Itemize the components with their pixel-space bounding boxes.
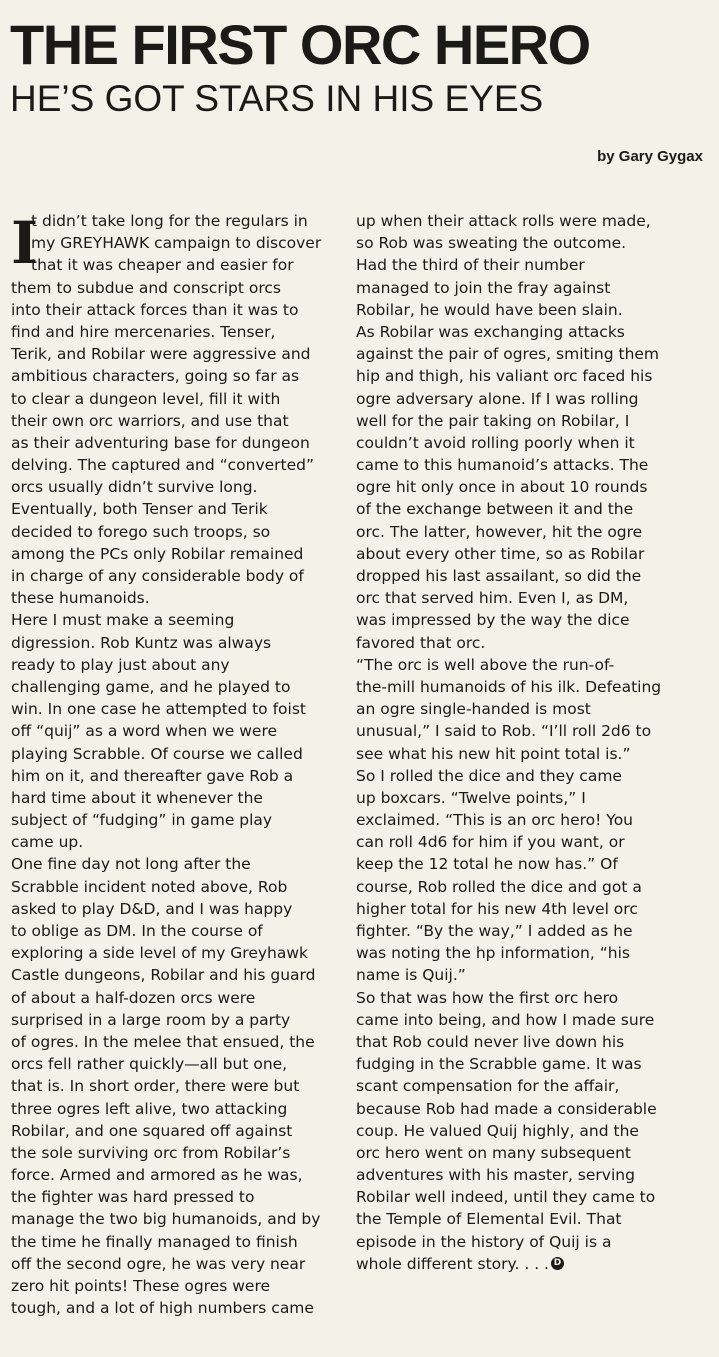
text-line: to clear a dungeon level, fill it with xyxy=(11,389,281,408)
text-line: Here I must make a seeming xyxy=(11,611,235,630)
text-line: off “quij” as a word when we were xyxy=(11,722,278,741)
text-line: scant compensation for the affair, xyxy=(356,1077,620,1096)
text-line: of about a half-dozen orcs were xyxy=(11,988,256,1007)
text-line: name is Quij.” xyxy=(356,966,466,985)
text-line: the fighter was hard pressed to xyxy=(11,1188,255,1207)
text-line: against the pair of ogres, smiting them xyxy=(356,345,660,364)
text-line: fighter. “By the way,” I added as he xyxy=(356,922,633,940)
text-line: in charge of any considerable body of xyxy=(11,567,304,585)
text-line: see what his new hit point total is.” xyxy=(356,744,631,763)
text-line: orc. The latter, however, hit the ogre xyxy=(356,522,643,541)
text-line: was noting the hp information, “his xyxy=(356,944,630,963)
text-line: ogre hit only once in about 10 rounds xyxy=(356,478,648,497)
text-line: course, Rob rolled the dice and got a xyxy=(356,877,642,896)
text-line: orc that served him. Even I, as DM, xyxy=(356,589,629,608)
end-mark-icon: D xyxy=(551,1257,564,1270)
text-line: the sole surviving orc from Robilar’s xyxy=(11,1143,291,1162)
text-line: Robilar, and one squared off against xyxy=(11,1121,293,1140)
text-line: So I rolled the dice and they came xyxy=(356,766,622,785)
text-line: asked to play D&D, and I was happy xyxy=(11,899,293,918)
text-line: ogre adversary alone. If I was rolling xyxy=(356,389,639,408)
text-line: keep the 12 total he now has.” Of xyxy=(356,855,618,874)
text-line: ready to play just about any xyxy=(11,655,230,674)
text-line: whole different story. . . . D xyxy=(356,1253,694,1275)
text-line: So that was how the first orc hero xyxy=(356,988,619,1007)
text-line: couldn’t avoid rolling poorly when it xyxy=(356,433,635,452)
text-line: Eventually, both Tenser and Terik xyxy=(11,500,268,519)
text-line: delving. The captured and “converted” xyxy=(11,456,315,475)
text-line: into their attack forces than it was to xyxy=(11,300,299,319)
text-line: can roll 4d6 for him if you want, or xyxy=(356,833,625,852)
text-line: them to subdue and conscript orcs xyxy=(11,278,281,297)
text-line: unusual,” I said to Rob. “I’ll roll 2d6 to xyxy=(356,722,652,741)
left-column xyxy=(11,210,343,1319)
text-line: hip and thigh, his valiant orc faced his xyxy=(356,367,653,386)
text-line: came to this humanoid’s attacks. The xyxy=(356,456,649,475)
text-line: Had the third of their number xyxy=(356,256,585,275)
text-line: of the exchange between it and the xyxy=(356,500,634,519)
text-line: my GREYHAWK campaign to discover xyxy=(31,234,322,253)
text-line: the time he finally managed to finish xyxy=(11,1232,298,1251)
text-line: One fine day not long after the xyxy=(11,855,251,874)
text-line: an ogre single-handed is most xyxy=(356,700,591,719)
text-line: because Rob had made a considerable xyxy=(356,1099,657,1118)
text-line: off the second ogre, he was very near xyxy=(11,1254,306,1273)
byline: by Gary Gygax xyxy=(597,148,703,165)
text-line: well for the pair taking on Robilar, I xyxy=(356,411,630,430)
text-line: came up. xyxy=(11,833,84,852)
text-line: about every other time, so as Robilar xyxy=(356,544,645,563)
text-line: that is. In short order, there were but xyxy=(11,1077,300,1096)
article-title: THE FIRST ORC HERO xyxy=(10,13,590,76)
text-line: hard time about it whenever the xyxy=(11,788,263,807)
drop-cap: I xyxy=(11,209,39,277)
text-line: episode in the history of Quij is a xyxy=(356,1232,612,1251)
text-line: orcs fell rather quickly—all but one, xyxy=(11,1055,288,1074)
text-line: orcs usually didn’t survive long. xyxy=(11,478,258,497)
text-line: win. In one case he attempted to foist xyxy=(11,700,306,719)
text-line: surprised in a large room by a party xyxy=(11,1010,291,1029)
text-line: coup. He valued Quij highly, and the xyxy=(356,1121,639,1140)
right-column xyxy=(356,210,694,1275)
text-line: the-mill humanoids of his ilk. Defeating xyxy=(356,677,662,696)
text-line: subject of “fudging” in game play xyxy=(11,811,273,830)
text-line: manage the two big humanoids, and by xyxy=(11,1210,321,1229)
text-line: exclaimed. “This is an orc hero! You xyxy=(356,811,634,830)
text-line: came into being, and how I made sure xyxy=(356,1010,655,1029)
text-line: orc hero went on many subsequent xyxy=(356,1143,632,1162)
text-line: Scrabble incident noted above, Rob xyxy=(11,877,288,896)
text-line: favored that orc. xyxy=(356,633,486,652)
text-line: adventures with his master, serving xyxy=(356,1166,635,1185)
text-line: tough, and a lot of high numbers came xyxy=(11,1299,314,1318)
text-line: fudging in the Scrabble game. It was xyxy=(356,1055,642,1074)
text-line: force. Armed and armored as he was, xyxy=(11,1166,303,1185)
text-line: that Rob could never live down his xyxy=(356,1032,625,1051)
text-line: among the PCs only Robilar remained xyxy=(11,544,304,563)
text-line: challenging game, and he played to xyxy=(11,677,291,696)
text-line: exploring a side level of my Greyhawk xyxy=(11,944,309,963)
text-line: zero hit points! These ogres were xyxy=(11,1277,271,1295)
text-line: As Robilar was exchanging attacks xyxy=(356,322,625,341)
text-line: digression. Rob Kuntz was always xyxy=(11,633,272,652)
text-line: to oblige as DM. In the course of xyxy=(11,922,263,940)
text-line: up when their attack rolls were made, xyxy=(356,212,651,230)
text-line: three ogres left alive, two attacking xyxy=(11,1099,288,1118)
text-line: playing Scrabble. Of course we called xyxy=(11,744,303,763)
text-line: as their adventuring base for dungeon xyxy=(11,433,310,452)
text-line: was impressed by the way the dice xyxy=(356,611,630,630)
text-line: the Temple of Elemental Evil. That xyxy=(356,1210,622,1229)
text-line: managed to join the fray against xyxy=(356,278,611,297)
text-line: that it was cheaper and easier for xyxy=(31,256,294,275)
text-line: up boxcars. “Twelve points,” I xyxy=(356,788,586,807)
text-line: Terik, and Robilar were aggressive and xyxy=(11,345,311,364)
text-line: decided to forego such troops, so xyxy=(11,522,271,541)
text-line: of ogres. In the melee that ensued, the xyxy=(11,1032,315,1051)
text-line: Castle dungeons, Robilar and his guard xyxy=(11,966,316,985)
text-line: find and hire mercenaries. Tenser, xyxy=(11,322,276,341)
text-line: him on it, and thereafter gave Rob a xyxy=(11,766,294,785)
text-line: dropped his last assailant, so did the xyxy=(356,567,642,585)
text-line: “The orc is well above the run-of- xyxy=(356,655,615,674)
text-line: so Rob was sweating the outcome. xyxy=(356,234,627,253)
text-line: their own orc warriors, and use that xyxy=(11,411,289,430)
text-line: higher total for his new 4th level orc xyxy=(356,899,638,918)
text-line: Robilar, he would have been slain. xyxy=(356,300,623,319)
text-line: Robilar well indeed, until they came to xyxy=(356,1188,656,1207)
text-line: ambitious characters, going so far as xyxy=(11,367,300,386)
text-line: t didn’t take long for the regulars in xyxy=(31,212,308,230)
article-subtitle: HE’S GOT STARS IN HIS EYES xyxy=(10,78,544,119)
text-line: these humanoids. xyxy=(11,589,150,608)
